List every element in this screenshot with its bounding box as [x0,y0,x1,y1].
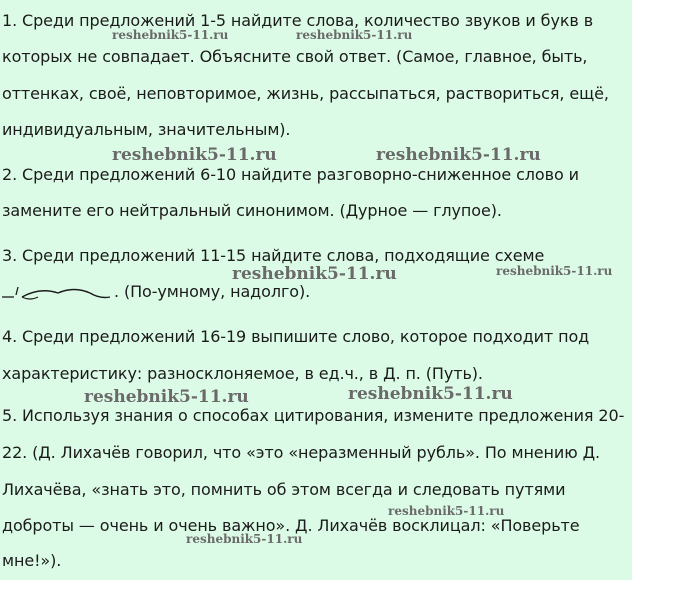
watermark: reshebnik5-11.ru [496,264,613,278]
task-5-line-3: Лихачёва, «знать это, помнить об этом всегда и следовать путями [2,480,566,499]
watermark: reshebnik5-11.ru [112,28,229,42]
task-1-line-3: оттенках, своё, неповторимое, жизнь, рассыпаться, раствориться, ещё, [2,84,609,103]
task-1-line-1: 1. Среди предложений 1-5 найдите слова, количество звуков и букв в [2,11,594,30]
watermark: reshebnik5-11.ru [388,504,505,518]
task-4-line-1: 4. Среди предложений 16-19 выпишите слово, которое подходит под [2,327,590,346]
task-2-line-1: 2. Среди предложений 6-10 найдите разговорно-сниженное слово и [2,165,579,184]
word-structure-scheme-icon [2,283,114,303]
watermark: reshebnik5-11.ru [348,384,513,404]
task-5-line-5: мне!»). [2,551,62,570]
watermark: reshebnik5-11.ru [186,532,303,546]
task-3-line-1: 3. Среди предложений 11-15 найдите слова, подходящие схеме [2,246,545,265]
task-5-line-1: 5. Используя знания о способах цитирования, измените предложения 20- [2,406,625,425]
watermark: reshebnik5-11.ru [376,145,541,165]
task-3-line-2 [2,282,310,303]
task-3-answer: . (По-умному, надолго). [114,282,311,301]
task-4-line-2: характеристику: разносклоняемое, в ед.ч., в Д. п. (Путь). [2,364,483,383]
task-5-line-4: доброты — очень и очень важно». Д. Лихачёв восклицал: «Поверьте [2,516,580,535]
watermark: reshebnik5-11.ru [84,387,249,407]
watermark: reshebnik5-11.ru [296,28,413,42]
task-2-line-2: замените его нейтральный синонимом. (Дурное — глупое). [2,201,502,220]
task-1-line-2: которых не совпадает. Объясните свой ответ. (Самое, главное, быть, [2,47,588,66]
task-5-line-2: 22. (Д. Лихачёв говорил, что «это «неразменный рубль». По мнению Д. [2,443,600,462]
watermark: reshebnik5-11.ru [112,145,277,165]
watermark: reshebnik5-11.ru [232,264,397,284]
task-1-line-4: индивидуальным, значительным). [2,120,291,139]
